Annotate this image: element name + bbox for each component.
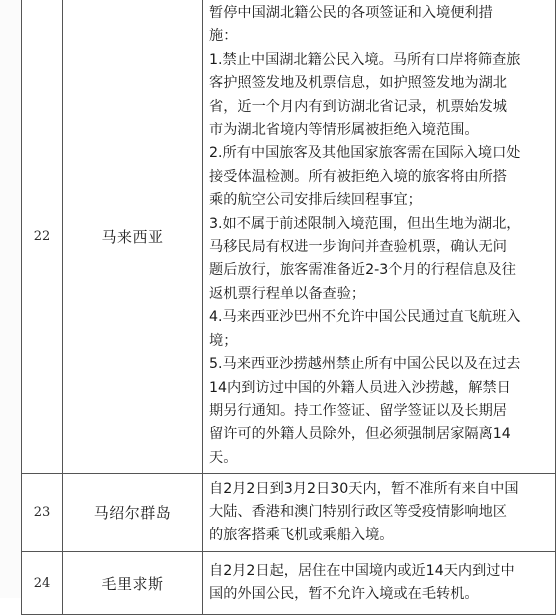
measure-line: 4.马来西亚沙巴州不允许中国公民通过直飞航班入 — [209, 309, 521, 326]
table-row — [22, 0, 556, 474]
measure-line: 国的外国公民，暂不允许入境或在毛转机。 — [209, 586, 479, 603]
measure-line: 暂停中国湖北籍公民的各项签证和入境便利措 — [209, 5, 493, 21]
measure-line: 施： — [209, 28, 238, 45]
row-number: 22 — [22, 0, 63, 474]
table-row — [22, 474, 556, 552]
measure-line: 2.所有中国旅客及其他国家旅客需在国际入境口处 — [209, 145, 521, 162]
measure-line: 留许可的外籍人员除外，但必须强制居家隔离14 — [209, 426, 511, 443]
measure-line: 14内到访过中国的外籍人员进入沙捞越，解禁日 — [209, 379, 511, 396]
measure-line: 境； — [209, 332, 238, 349]
measures-cell — [203, 552, 556, 615]
measure-line: 省，近一个月内有到访湖北省记录，机票始发城 — [209, 98, 507, 115]
measure-line: 自2月2日起，居住在中国境内或近14天内到过中 — [209, 562, 515, 579]
measure-line: 5.马来西亚沙捞越州禁止所有中国公民以及在过去 — [209, 356, 521, 373]
measures-cell — [203, 0, 556, 474]
measure-line: 客护照签发地及机票信息，如护照签发地为湖北 — [209, 75, 507, 92]
measure-line: 乘的航空公司安排后续回程事宜； — [209, 192, 422, 209]
measure-line: 市为湖北省境内等情形属被拒绝入境范围。 — [209, 122, 479, 139]
table-row — [22, 552, 556, 615]
row-number: 23 — [22, 474, 63, 552]
measures-cell — [203, 474, 556, 552]
entry-restrictions-table — [21, 0, 556, 615]
measure-line: 大陆、香港和澳门特别行政区等受疫情影响地区 — [209, 503, 507, 520]
measure-line: 3.如不属于前述限制入境范围，但出生地为湖北， — [209, 215, 521, 232]
measure-line: 天。 — [209, 449, 238, 466]
country-name: 马绍尔群岛 — [63, 474, 203, 552]
measure-line: 接受体温检测。所有被拒绝入境的旅客将由所搭 — [209, 168, 507, 185]
measure-line: 返机票行程单以备查验； — [209, 285, 366, 302]
measure-line: 期另行通知。持工作签证、留学签证以及长期居 — [209, 402, 507, 419]
measure-line: 1.禁止中国湖北籍公民入境。马所有口岸将筛查旅 — [209, 51, 521, 68]
country-name: 毛里求斯 — [63, 552, 203, 615]
measure-line: 题后放行，旅客需准备近2-3个月的行程信息及往 — [209, 262, 516, 279]
measure-line: 自2月2日到3月2日30天内，暂不准所有来自中国 — [209, 480, 519, 497]
country-name: 马来西亚 — [63, 0, 203, 474]
measure-line: 的旅客搭乘飞机或乘船入境。 — [209, 527, 394, 544]
row-number: 24 — [22, 552, 63, 615]
measure-line: 马移民局有权进一步询问并查验机票，确认无问 — [209, 239, 507, 256]
